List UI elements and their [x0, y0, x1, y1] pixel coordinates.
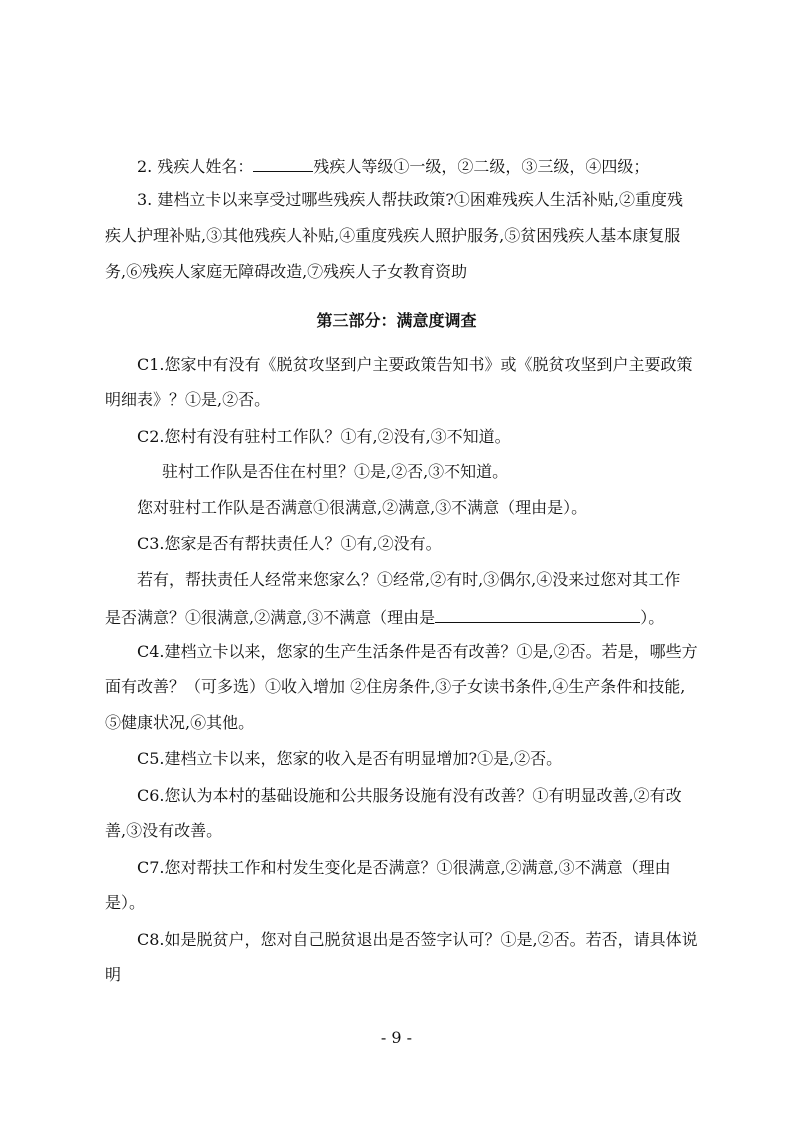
c4-line-3: ⑤健康状况,⑥其他。: [105, 713, 255, 732]
item-2-line: [137, 155, 649, 177]
c7-line-2: 是）。: [105, 893, 146, 912]
c8-line-1: C8.如是脱贫户，您对自己脱贫退出是否签字认可？①是,②否。若否，请具体说: [137, 930, 698, 949]
c2-line-1: C2.您村有没有驻村工作队？①有,②没有,③不知道。: [137, 427, 511, 446]
c2-line-2: 驻村工作队是否住在村里？①是,②否,③不知道。: [162, 462, 509, 481]
section-heading: 第三部分：满意度调查: [316, 311, 477, 330]
c2-line-3: 您对驻村工作队是否满意①很满意,②满意,③不满意（理由是）。: [137, 498, 588, 517]
c4-line-1: C4.建档立卡以来，您家的生产生活条件是否有改善？①是,②否。若是，哪些方: [137, 642, 698, 661]
c4-line-2: 面有改善？（可多选）①收入增加 ②住房条件,③子女读书条件,④生产条件和技能,: [105, 677, 686, 696]
name-blank: [253, 155, 313, 172]
c1-line-2: 明细表》？①是,②否。: [105, 390, 271, 409]
c7-line-1: C7.您对帮扶工作和村发生变化是否满意？①很满意,②满意,③不满意（理由: [137, 858, 671, 877]
item-3-line-3: 务,⑥残疾人家庭无障碍改造,⑦残疾人子女教育资助: [105, 262, 468, 281]
c3-line-2: 若有，帮扶责任人经常来您家么？①经常,②有时,③偶尔,④没来过您对其工作: [137, 570, 681, 589]
c3-line-3-prefix: 是否满意？①很满意,②满意,③不满意（理由是: [105, 608, 436, 627]
c6-line-1: C6.您认为本村的基础设施和公共服务设施有没有改善？①有明显改善,②有改: [137, 786, 682, 805]
c8-line-2: 明: [105, 965, 122, 984]
c1-line-1: C1.您家中有没有《脱贫攻坚到户主要政策告知书》或《脱贫攻坚到户主要政策: [137, 355, 693, 374]
c3-line-3-suffix: ）。: [640, 608, 665, 627]
c3-line-3: [105, 606, 664, 628]
c3-line-1: C3.您家是否有帮扶责任人？①有,②没有。: [137, 534, 442, 553]
c6-line-2: 善,③没有改善。: [105, 821, 223, 840]
item-2-suffix: 残疾人等级①一级，②二级，③三级，④四级；: [313, 157, 650, 176]
page-number: - 9 -: [380, 1028, 413, 1047]
item-3-line-1: 3. 建档立卡以来享受过哪些残疾人帮扶政策?①困难残疾人生活补贴,②重度残: [137, 190, 684, 209]
reason-blank: [435, 606, 640, 623]
item-2-prefix: 2. 残疾人姓名：: [137, 157, 254, 176]
c5-line-1: C5.建档立卡以来，您家的收入是否有明显增加?①是,②否。: [137, 749, 563, 768]
item-3-line-2: 疾人护理补贴,③其他残疾人补贴,④重度残疾人照护服务,⑤贫困残疾人基本康复服: [105, 226, 681, 245]
